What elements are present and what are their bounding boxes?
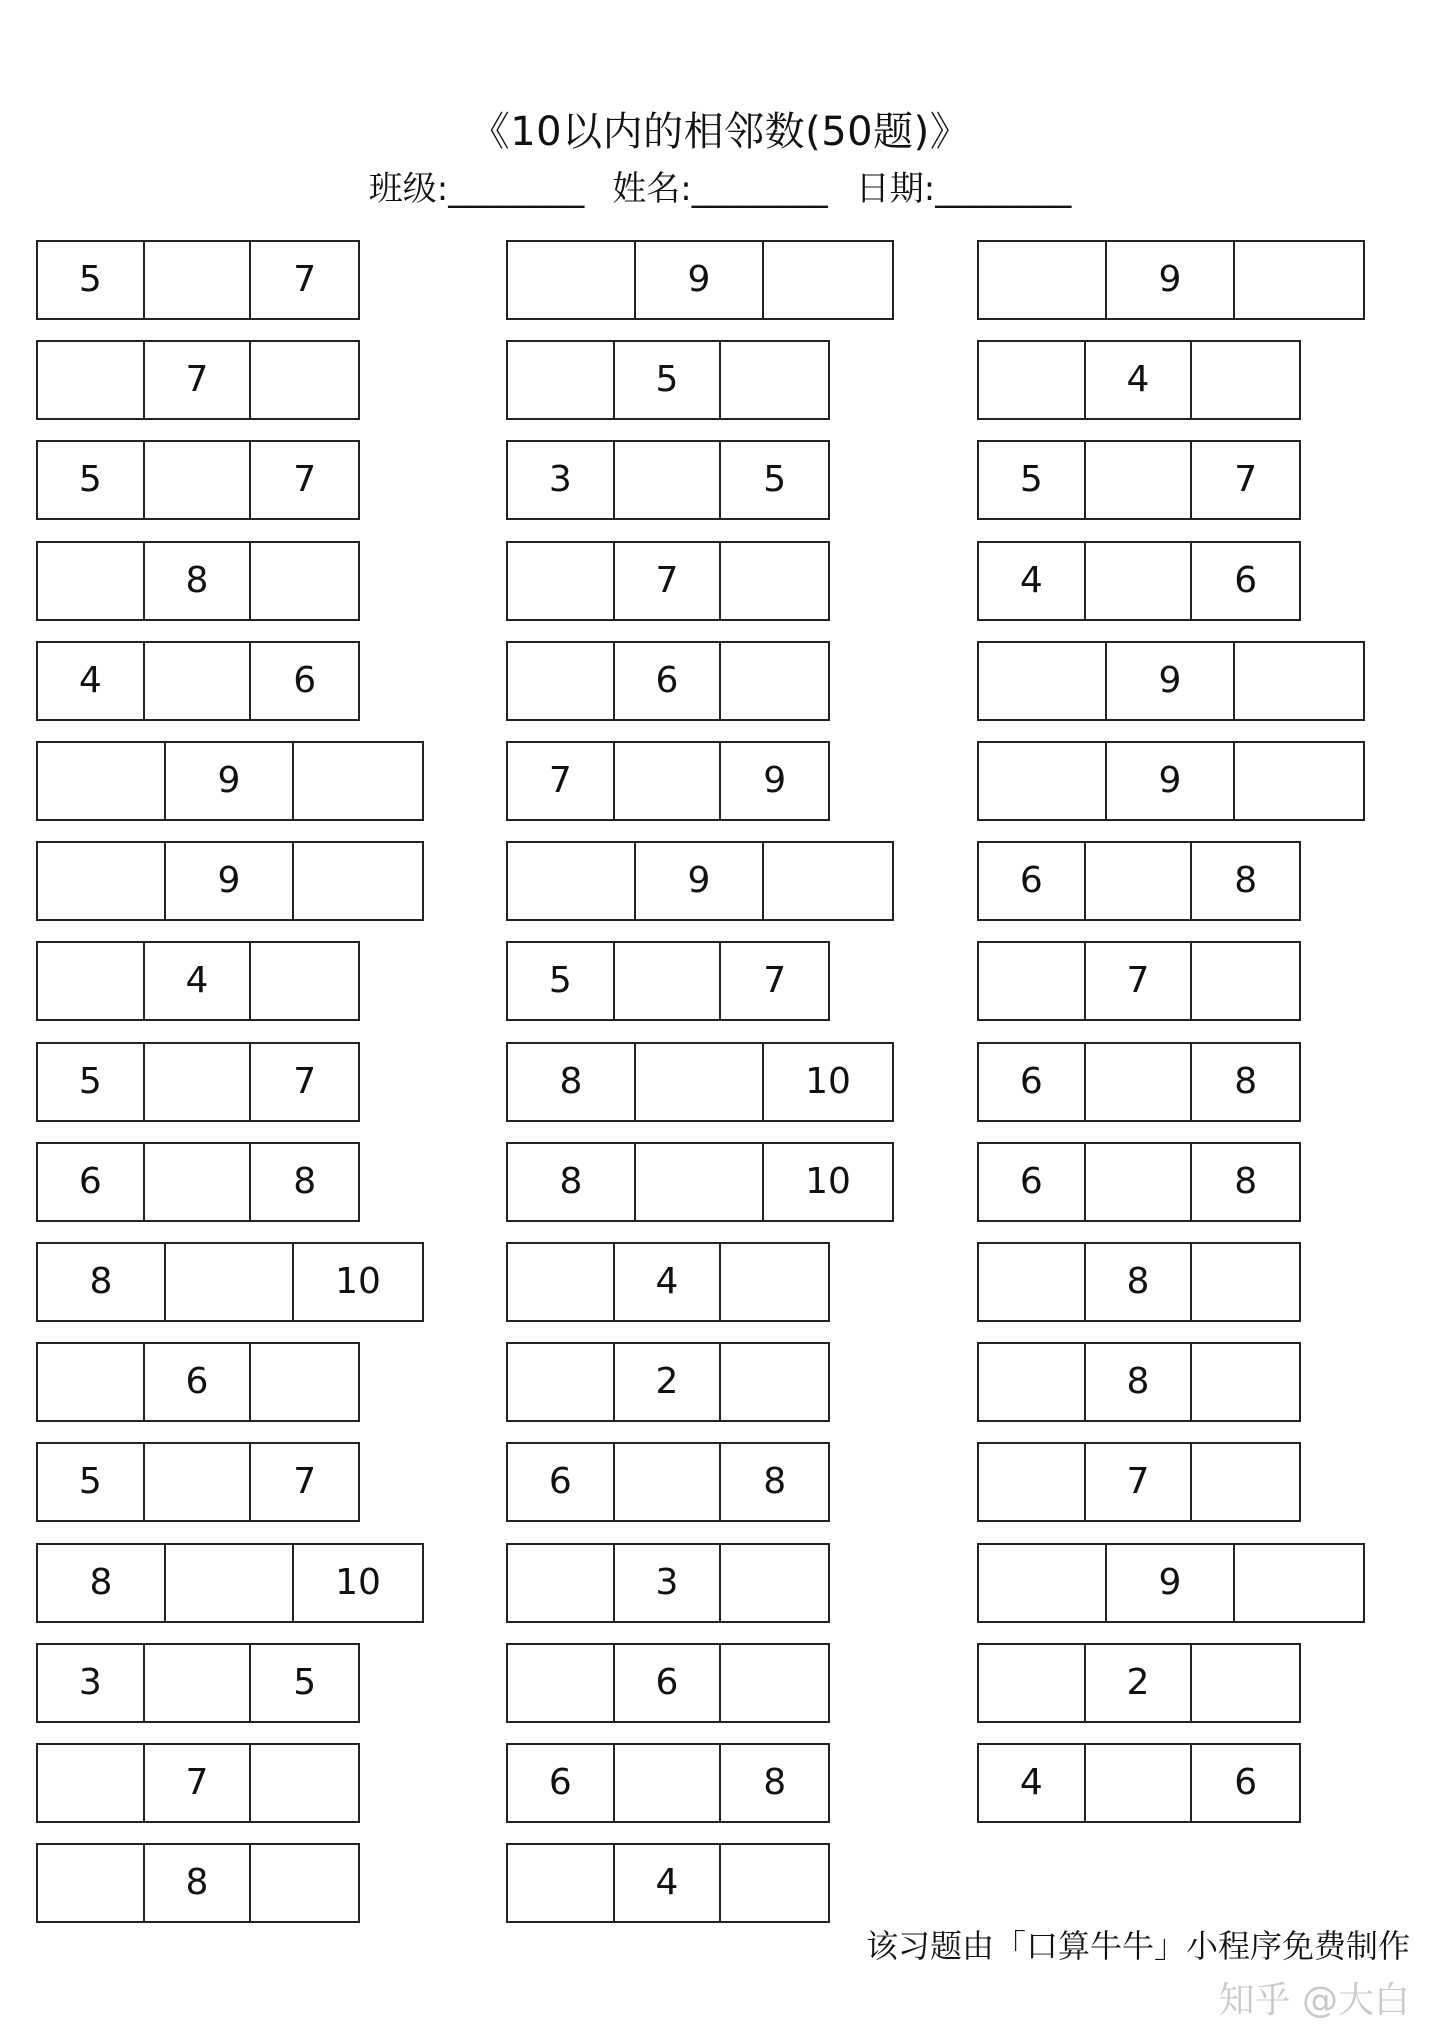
adjacent-number-problem [506, 240, 894, 320]
number-cell: 10 [805, 1160, 851, 1202]
number-cell: 3 [615, 1545, 722, 1621]
answer-blank-cell[interactable] [145, 1645, 252, 1721]
answer-blank-cell[interactable] [508, 843, 636, 919]
number-cell: 5 [38, 442, 145, 518]
number-cell: 7 [615, 543, 722, 619]
answer-blank-cell[interactable] [1235, 242, 1363, 318]
number-cell: 9 [166, 843, 294, 919]
number-cell: 8 [293, 1160, 317, 1202]
answer-blank-cell[interactable] [1086, 1144, 1193, 1220]
number-cell: 6 [615, 1645, 722, 1721]
number-cell: 5 [508, 943, 615, 1019]
answer-blank-cell[interactable] [145, 1444, 252, 1520]
number-cell: 6 [979, 1044, 1086, 1120]
answer-blank-cell[interactable] [38, 1344, 145, 1420]
answer-blank-cell[interactable] [145, 643, 252, 719]
number-cell: 9 [636, 843, 764, 919]
adjacent-number-problem [506, 1543, 830, 1623]
answer-blank-cell[interactable] [508, 1244, 615, 1320]
adjacent-number-problem [977, 741, 1365, 821]
number-cell: 8 [145, 1845, 252, 1921]
number-cell: 6 [979, 843, 1086, 919]
answer-blank-cell[interactable] [721, 543, 828, 619]
adjacent-number-problem [506, 1242, 830, 1322]
adjacent-number-problem [977, 340, 1301, 420]
answer-blank-cell[interactable] [721, 1545, 828, 1621]
watermark: 知乎 @大白 [1218, 1980, 1410, 2021]
number-cell: 8 [38, 1244, 166, 1320]
answer-blank-cell[interactable] [38, 342, 145, 418]
answer-blank-cell[interactable] [294, 843, 422, 919]
answer-blank-cell[interactable] [615, 442, 722, 518]
adjacent-number-problem [506, 1843, 830, 1923]
number-cell: 3 [38, 1645, 145, 1721]
number-cell: 4 [1086, 342, 1193, 418]
number-cell: 9 [166, 743, 294, 819]
number-cell: 8 [508, 1044, 636, 1120]
adjacent-number-problem [977, 641, 1365, 721]
answer-blank-cell[interactable] [979, 242, 1107, 318]
answer-blank-cell[interactable] [979, 1645, 1086, 1721]
adjacent-number-problem [36, 1142, 360, 1222]
answer-blank-cell[interactable] [1086, 1745, 1193, 1821]
adjacent-number-problem [36, 440, 360, 520]
adjacent-number-problem [506, 741, 830, 821]
number-cell: 4 [145, 943, 252, 1019]
adjacent-number-problem [36, 741, 424, 821]
answer-blank-cell[interactable] [38, 743, 166, 819]
answer-blank-cell[interactable] [508, 342, 615, 418]
number-cell: 4 [979, 1745, 1086, 1821]
answer-blank-cell[interactable] [721, 1244, 828, 1320]
number-cell: 7 [1086, 943, 1193, 1019]
answer-blank-cell[interactable] [508, 643, 615, 719]
adjacent-number-problem [977, 1743, 1301, 1823]
answer-blank-cell[interactable] [979, 342, 1086, 418]
answer-blank-cell[interactable] [979, 1444, 1086, 1520]
adjacent-number-problem [36, 1743, 360, 1823]
answer-blank-cell[interactable] [251, 1845, 358, 1921]
number-cell: 6 [1234, 1762, 1258, 1803]
answer-blank-cell[interactable] [1086, 843, 1193, 919]
date-field: 日期:________ [855, 169, 1072, 209]
answer-blank-cell[interactable] [1192, 943, 1299, 1019]
number-cell: 7 [145, 1745, 252, 1821]
number-cell: 6 [293, 659, 317, 701]
answer-blank-cell[interactable] [1235, 643, 1363, 719]
adjacent-number-problem [36, 841, 424, 921]
number-cell: 4 [615, 1845, 722, 1921]
number-cell: 7 [1234, 459, 1258, 501]
adjacent-number-problem [36, 240, 360, 320]
answer-blank-cell[interactable] [508, 1545, 615, 1621]
number-cell: 7 [763, 960, 787, 1002]
number-cell: 5 [615, 342, 722, 418]
number-cell: 4 [615, 1244, 722, 1320]
number-cell: 8 [763, 1461, 787, 1503]
answer-blank-cell[interactable] [1235, 1545, 1363, 1621]
number-cell: 10 [335, 1261, 381, 1302]
answer-blank-cell[interactable] [145, 242, 252, 318]
number-cell: 7 [293, 259, 317, 300]
answer-blank-cell[interactable] [1235, 743, 1363, 819]
answer-blank-cell[interactable] [721, 1344, 828, 1420]
number-cell: 7 [293, 1461, 317, 1503]
answer-blank-cell[interactable] [38, 543, 145, 619]
adjacent-number-problem [506, 340, 830, 420]
answer-blank-cell[interactable] [615, 1444, 722, 1520]
answer-blank-cell[interactable] [38, 843, 166, 919]
number-cell: 6 [508, 1745, 615, 1821]
number-cell: 8 [508, 1144, 636, 1220]
answer-blank-cell[interactable] [145, 1144, 252, 1220]
answer-blank-cell[interactable] [38, 1745, 145, 1821]
answer-blank-cell[interactable] [1086, 543, 1193, 619]
answer-blank-cell[interactable] [979, 1344, 1086, 1420]
answer-blank-cell[interactable] [721, 643, 828, 719]
number-cell: 5 [38, 1044, 145, 1120]
number-cell: 9 [636, 242, 764, 318]
answer-blank-cell[interactable] [764, 843, 892, 919]
number-cell: 9 [1107, 643, 1235, 719]
adjacent-number-problem [977, 941, 1301, 1021]
number-cell: 6 [1234, 559, 1258, 601]
number-cell: 10 [805, 1060, 851, 1102]
answer-blank-cell[interactable] [636, 1144, 764, 1220]
answer-blank-cell[interactable] [508, 1845, 615, 1921]
number-cell: 8 [38, 1545, 166, 1621]
answer-blank-cell[interactable] [636, 1044, 764, 1120]
answer-blank-cell[interactable] [979, 1545, 1107, 1621]
adjacent-number-problem [36, 340, 360, 420]
number-cell: 8 [1234, 1160, 1258, 1202]
answer-blank-cell[interactable] [38, 1845, 145, 1921]
adjacent-number-problem [36, 1242, 424, 1322]
adjacent-number-problem [977, 1042, 1301, 1122]
number-cell: 8 [763, 1762, 787, 1803]
answer-blank-cell[interactable] [508, 1344, 615, 1420]
answer-blank-cell[interactable] [979, 943, 1086, 1019]
adjacent-number-problem [977, 1342, 1301, 1422]
number-cell: 10 [335, 1561, 381, 1603]
number-cell: 5 [38, 242, 145, 318]
number-cell: 4 [38, 643, 145, 719]
worksheet-title: 《10以内的相邻数(50题)》 [469, 109, 971, 155]
answer-blank-cell[interactable] [979, 643, 1107, 719]
answer-blank-cell[interactable] [1192, 1344, 1299, 1420]
adjacent-number-problem [506, 440, 830, 520]
number-cell: 9 [1107, 743, 1235, 819]
adjacent-number-problem [506, 1643, 830, 1723]
adjacent-number-problem [36, 1442, 360, 1522]
number-cell: 5 [979, 442, 1086, 518]
adjacent-number-problem [506, 541, 830, 621]
answer-blank-cell[interactable] [615, 743, 722, 819]
answer-blank-cell[interactable] [38, 943, 145, 1019]
answer-blank-cell[interactable] [721, 1845, 828, 1921]
answer-blank-cell[interactable] [1192, 1645, 1299, 1721]
adjacent-number-problem [36, 941, 360, 1021]
number-cell: 7 [508, 743, 615, 819]
answer-blank-cell[interactable] [251, 543, 358, 619]
answer-blank-cell[interactable] [508, 1645, 615, 1721]
answer-blank-cell[interactable] [294, 743, 422, 819]
adjacent-number-problem [36, 1342, 360, 1422]
number-cell: 8 [1234, 860, 1258, 902]
answer-blank-cell[interactable] [508, 543, 615, 619]
number-cell: 6 [145, 1344, 252, 1420]
adjacent-number-problem [506, 841, 894, 921]
answer-blank-cell[interactable] [166, 1545, 294, 1621]
answer-blank-cell[interactable] [721, 342, 828, 418]
number-cell: 7 [1086, 1444, 1193, 1520]
adjacent-number-problem [36, 1543, 424, 1623]
answer-blank-cell[interactable] [251, 943, 358, 1019]
answer-blank-cell[interactable] [166, 1244, 294, 1320]
number-cell: 5 [38, 1444, 145, 1520]
number-cell: 8 [1234, 1060, 1258, 1102]
answer-blank-cell[interactable] [145, 442, 252, 518]
number-cell: 8 [145, 543, 252, 619]
answer-blank-cell[interactable] [615, 1745, 722, 1821]
answer-blank-cell[interactable] [251, 1745, 358, 1821]
number-cell: 9 [1107, 1545, 1235, 1621]
adjacent-number-problem [506, 1342, 830, 1422]
footer-credit: 该习题由「口算牛牛」小程序免费制作 [865, 1927, 1410, 1965]
adjacent-number-problem [506, 1142, 894, 1222]
class-field: 班级:________ [368, 169, 585, 209]
adjacent-number-problem [977, 440, 1301, 520]
number-cell: 8 [1086, 1244, 1193, 1320]
adjacent-number-problem [977, 1643, 1301, 1723]
number-cell: 2 [615, 1344, 722, 1420]
number-cell: 9 [763, 760, 787, 801]
number-cell: 6 [615, 643, 722, 719]
answer-blank-cell[interactable] [251, 342, 358, 418]
number-cell: 9 [1107, 242, 1235, 318]
answer-blank-cell[interactable] [1192, 1444, 1299, 1520]
number-cell: 7 [145, 342, 252, 418]
answer-blank-cell[interactable] [1192, 1244, 1299, 1320]
answer-blank-cell[interactable] [1086, 1044, 1193, 1120]
adjacent-number-problem [977, 1242, 1301, 1322]
number-cell: 4 [979, 543, 1086, 619]
answer-blank-cell[interactable] [764, 242, 892, 318]
number-cell: 6 [508, 1444, 615, 1520]
answer-blank-cell[interactable] [508, 242, 636, 318]
adjacent-number-problem [977, 841, 1301, 921]
number-cell: 7 [293, 459, 317, 501]
number-cell: 6 [979, 1144, 1086, 1220]
answer-blank-cell[interactable] [1192, 342, 1299, 418]
number-cell: 5 [763, 459, 787, 501]
answer-blank-cell[interactable] [145, 1044, 252, 1120]
answer-blank-cell[interactable] [251, 1344, 358, 1420]
answer-blank-cell[interactable] [615, 943, 722, 1019]
adjacent-number-problem [36, 541, 360, 621]
answer-blank-cell[interactable] [979, 743, 1107, 819]
adjacent-number-problem [506, 941, 830, 1021]
number-cell: 6 [38, 1144, 145, 1220]
adjacent-number-problem [977, 240, 1365, 320]
number-cell: 3 [508, 442, 615, 518]
number-cell: 5 [293, 1661, 317, 1703]
adjacent-number-problem [36, 1042, 360, 1122]
adjacent-number-problem [506, 1442, 830, 1522]
adjacent-number-problem [36, 641, 360, 721]
adjacent-number-problem [36, 1843, 360, 1923]
answer-blank-cell[interactable] [721, 1645, 828, 1721]
adjacent-number-problem [977, 1142, 1301, 1222]
adjacent-number-problem [977, 541, 1301, 621]
adjacent-number-problem [977, 1543, 1365, 1623]
number-cell: 2 [1086, 1645, 1193, 1721]
adjacent-number-problem [506, 641, 830, 721]
number-cell: 7 [293, 1060, 317, 1102]
answer-blank-cell[interactable] [979, 1244, 1086, 1320]
adjacent-number-problem [506, 1042, 894, 1122]
name-field: 姓名:________ [612, 169, 828, 209]
adjacent-number-problem [36, 1643, 360, 1723]
answer-blank-cell[interactable] [1086, 442, 1193, 518]
adjacent-number-problem [506, 1743, 830, 1823]
number-cell: 8 [1086, 1344, 1193, 1420]
adjacent-number-problem [977, 1442, 1301, 1522]
